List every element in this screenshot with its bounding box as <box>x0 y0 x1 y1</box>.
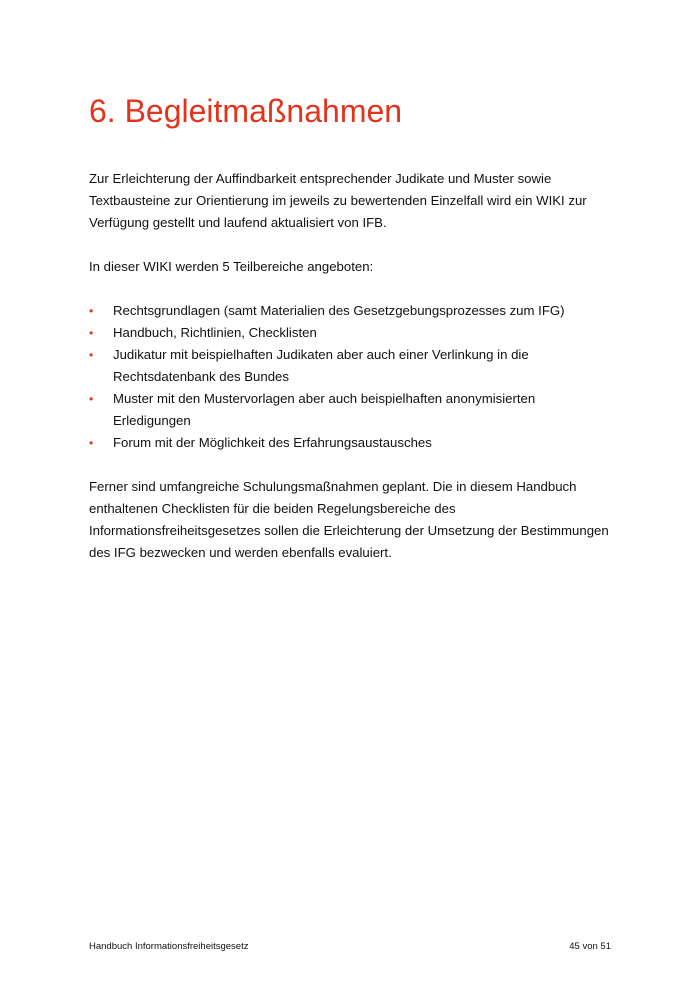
list-item <box>89 322 614 344</box>
list-item-text: Rechtsgrundlagen (samt Materialien des Gesetzgebungsprozesses zum IFG) <box>113 303 565 318</box>
footer-page-number: 45 von 51 <box>569 941 611 952</box>
list-item-text: Muster mit den Mustervorlagen aber auch beispielhaften anonymisierten Erledigungen <box>113 391 536 428</box>
list-item-text: Forum mit der Möglichkeit des Erfahrungsaustausches <box>113 435 432 450</box>
list-item <box>89 300 614 322</box>
list-item <box>89 344 614 388</box>
bullet-icon: • <box>89 436 94 450</box>
bullet-icon: • <box>89 392 94 406</box>
closing-paragraph: Ferner sind umfangreiche Schulungsmaßnahmen geplant. Die in diesem Handbuch enthaltenen Checklisten für die beiden Regelungsbereiche des Informationsfreiheitsgesetzes sollen die Erleichterung der Umsetzung der Bestimmungen des IFG bezwecken und werden ebenfalls evaluiert. <box>89 479 609 560</box>
list-item <box>89 432 614 454</box>
intro-paragraph: Zur Erleichterung der Auffindbarkeit entsprechender Judikate und Muster sowie Textbausteine zur Orientierung im jeweils zu bewertenden Einzelfall wird ein WIKI zur Verfügung gestellt und laufend aktualisiert von IFB. <box>89 171 587 230</box>
section-heading: 6. Begleitmaßnahmen <box>89 93 403 129</box>
list-item <box>89 388 614 432</box>
list-item-text: Handbuch, Richtlinien, Checklisten <box>113 325 317 340</box>
bullet-icon: • <box>89 304 94 318</box>
footer-document-title: Handbuch Informationsfreiheitsgesetz <box>89 941 249 952</box>
list-item-text: Judikatur mit beispielhaften Judikaten aber auch einer Verlinkung in die Rechtsdatenbank des Bundes <box>113 347 529 384</box>
section-body <box>89 168 614 586</box>
wiki-sections-list <box>89 300 614 454</box>
bullet-icon: • <box>89 348 94 362</box>
wiki-intro-paragraph: In dieser WIKI werden 5 Teilbereiche angeboten: <box>89 259 374 274</box>
bullet-icon: • <box>89 326 94 340</box>
